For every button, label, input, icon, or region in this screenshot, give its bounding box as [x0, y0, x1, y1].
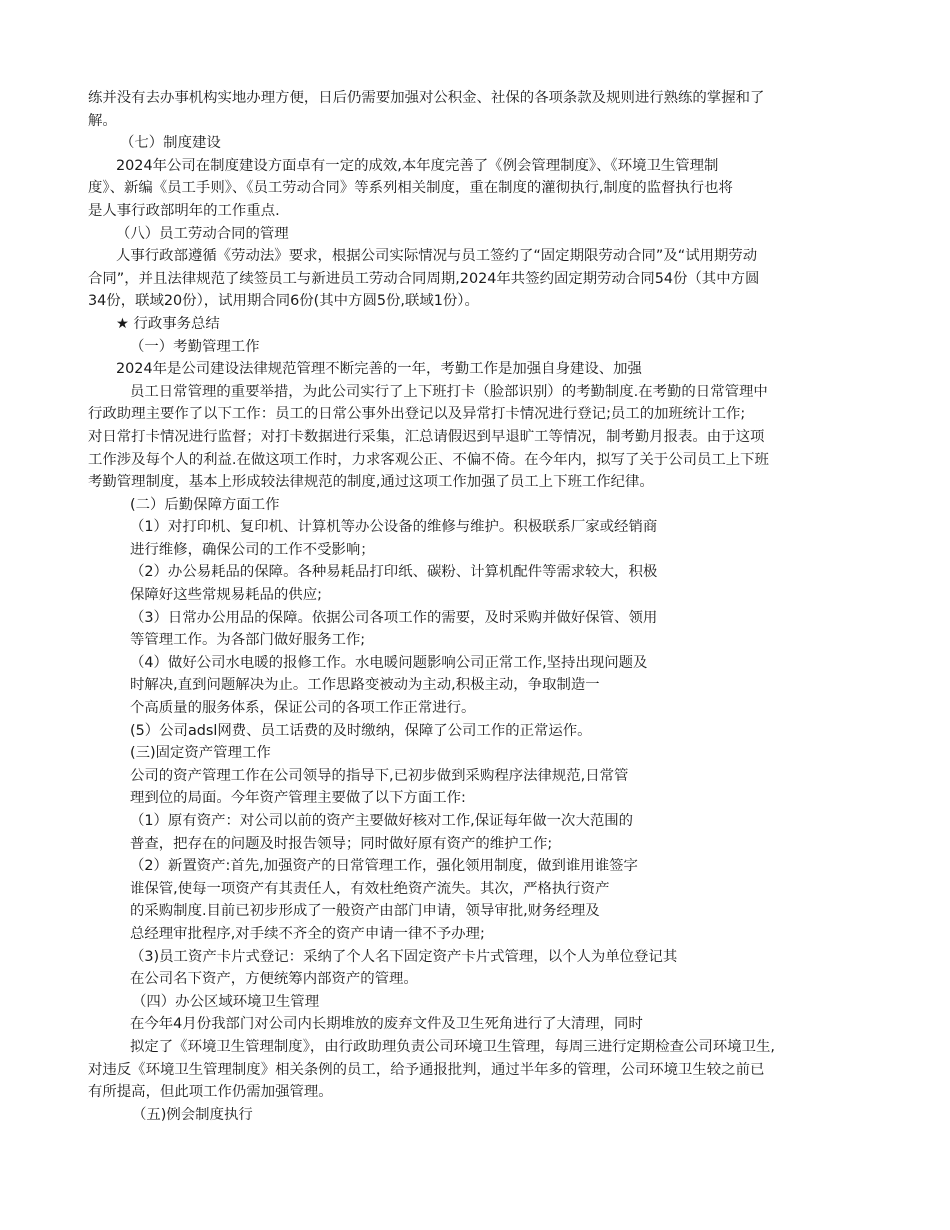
text-line: （四）办公区域环境卫生管理: [132, 993, 320, 1010]
text-line: 度》、新编《员工手则》、《员工劳动合同》等系列相关制度，重在制度的灌彻执行,制度的监督执行也将: [88, 180, 733, 197]
text-line: 练并没有去办事机构实地办理方便，日后仍需要加强对公积金、社保的各项条款及规则进行熟练的掌握和了: [88, 90, 765, 106]
text-line: (三)固定资产管理工作: [130, 745, 271, 762]
text-line: （1）对打印机、复印机、计算机等办公设备的维修与维护。积极联系厂家或经销商: [130, 519, 658, 536]
text-line: 员工日常管理的重要举措，为此公司实行了上下班打卡（脸部识别）的考勤制度.在考勤的日常管理中: [130, 383, 768, 400]
text-line: 总经理审批程序,对手续不齐全的资产申请一律不予办理;: [130, 925, 485, 942]
text-line: （4）做好公司水电暖的报修工作。水电暖问题影响公司正常工作,坚持出现问题及: [130, 654, 648, 671]
text-line: 2024年是公司建设法律规范管理不断完善的一年，考勤工作是加强自身建设、加强: [116, 361, 642, 378]
document-body: [88, 87, 878, 1126]
text-line: 考勤管理制度，基本上形成较法律规范的制度,通过这项工作加强了员工上下班工作纪律。: [88, 474, 654, 491]
text-line: 公司的资产管理工作在公司领导的指导下,已初步做到采购程序法律规范,日常管: [130, 767, 629, 784]
text-line: （2）新置资产:首先,加强资产的日常管理工作，强化领用制度，做到谁用谁签字: [130, 858, 638, 875]
text-line: （五)例会制度执行: [132, 1106, 253, 1123]
text-line: ★ 行政事务总结: [116, 315, 220, 332]
text-line: 普查，把存在的问题及时报告领导；同时做好原有资产的维护工作;: [130, 835, 553, 852]
text-line: 的采购制度.目前已初步形成了一般资产由部门申请，领导审批,财务经理及: [130, 903, 600, 920]
text-line: 等管理工作。为各部门做好服务工作;: [130, 632, 366, 649]
text-line: 谁保管,使每一项资产有其责任人，有效杜绝资产流失。其次，严格执行资产: [130, 880, 610, 897]
text-line: (二）后勤保障方面工作: [130, 496, 280, 513]
text-line: 2024年公司在制度建设方面卓有一定的成效,本年度完善了《例会管理制度》、《环境卫生管理制: [116, 157, 719, 174]
text-line: （八）员工劳动合同的管理: [116, 225, 289, 242]
text-line: 行政助理主要作了以下工作：员工的日常公事外出登记以及异常打卡情况进行登记;员工的加班统计工作;: [88, 406, 746, 423]
text-line: 对违反《环境卫生管理制度》相关条例的员工，给予通报批判，通过半年多的管理，公司环境卫生较之前已: [88, 1061, 765, 1078]
text-line: （3)员工资产卡片式登记：采纳了个人名下固定资产卡片式管理，以个人为单位登记其: [130, 948, 678, 965]
text-line: （3）日常办公用品的保障。依据公司各项工作的需要，及时采购并做好保管、领用: [130, 609, 658, 626]
text-line: (5）公司adsl网费、员工话费的及时缴纳，保障了公司工作的正常运作。: [130, 722, 592, 739]
text-line: 个高质量的服务体系，保证公司的各项工作正常进行。: [130, 700, 476, 717]
text-line: （1）原有资产：对公司以前的资产主要做好核对工作,保证每年做一次大范围的: [130, 813, 634, 829]
text-line: 对日常打卡情况进行监督；对打卡数据进行采集，汇总请假迟到早退旷工等情况，制考勤月报表。由于这项: [88, 428, 765, 445]
text-line: 有所提高，但此项工作仍需加强管理。: [88, 1084, 333, 1101]
text-line: 工作涉及每个人的利益.在做这项工作时，力求客观公正、不偏不倚。在今年内，拟写了关于公司员工上下班: [88, 451, 769, 468]
text-line: 保障好这些常规易耗品的供应;: [130, 587, 322, 604]
text-line: 拟定了《环境卫生管理制度》，由行政助理负责公司环境卫生管理，每周三进行定期检查公司环境卫生,: [130, 1038, 775, 1055]
text-line: 时解决,直到问题解决为止。工作思路变被动为主动,积极主动，争取制造一: [130, 677, 600, 694]
text-line: 34份，联域20份），试用期合同6份(其中方圆5份,联域1份）。: [88, 293, 479, 310]
text-line: 是人事行政部明年的工作重点.: [88, 202, 280, 219]
text-line: （2）办公易耗品的保障。各种易耗品打印纸、碳粉、计算机配件等需求较大，积极: [130, 564, 658, 581]
text-line: 在公司名下资产，方便统筹内部资产的管理。: [130, 971, 418, 988]
text-line: （一）考勤管理工作: [130, 338, 260, 355]
text-line: 在今年4月份我部门对公司内长期堆放的废弃文件及卫生死角进行了大清理，同时: [130, 1016, 643, 1033]
text-line: 合同”，并且法律规范了续签员工与新进员工劳动合同周期,2024年共签约固定期劳动合同54份（其中方圆: [88, 270, 760, 287]
text-line: 进行维修，确保公司的工作不受影响；: [130, 541, 375, 558]
text-line: 理到位的局面。今年资产管理主要做了以下方面工作:: [130, 790, 466, 807]
text-line: 人事行政部遵循《劳动法》要求，根据公司实际情况与员工签约了“固定期限劳动合同”及“试用期劳动: [116, 248, 758, 265]
text-line: （七）制度建设: [120, 135, 221, 152]
text-line: 解。: [88, 112, 117, 129]
